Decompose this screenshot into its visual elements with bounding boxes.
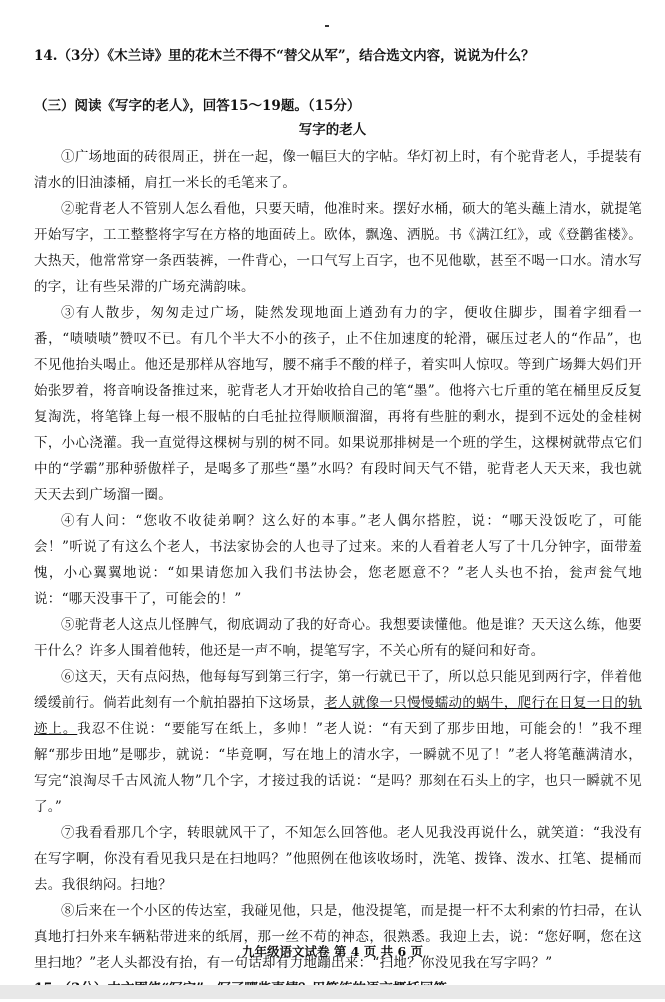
paragraph-6-start: ⑥这天，天有点闷热，他每每写到第三行字，第一行就已干了，所以总只能见到两行字，伴着他缓缓前行。倘若此刻有一个航拍器拍下这场景， xyxy=(34,669,642,711)
paragraph-4: ④有人问：“您收不收徒弟啊？这么好的本事。”老人偶尔搭腔，说：“哪天没饭吃了，可能会！”听说了有这么个老人，书法家协会的人也寻了过来。来的人看着老人写了十几分钟字，面带羞愧，小心翼翼地说：“如果请您加入我们书法协会，您老愿意不？”老人头也不抬，瓮声瓮气地说：“哪天没事干了，可能会的！” xyxy=(34,513,642,607)
section-3-heading: （三）阅读《写字的老人》，回答15～19题。（15分） xyxy=(34,98,361,114)
paragraph-5: ⑤驼背老人这点儿怪脾气，彻底调动了我的好奇心。我想要读懂他。他是谁？天天这么练，他要干什么？许多人围着他转，他还是一声不响，提笔写字，不关心所有的疑问和好奇。 xyxy=(34,617,642,659)
paragraph-1: ①广场地面的砖很周正，拼在一起，像一幅巨大的字帖。华灯初上时，有个驼背老人，手提装有清水的旧油漆桶，肩扛一米长的毛笔来了。 xyxy=(34,149,642,191)
scan-bottom-edge xyxy=(0,985,665,999)
paragraph-6 xyxy=(34,664,642,820)
article-title: 写字的老人 xyxy=(298,122,367,138)
paragraph-2: ②驼背老人不管别人怎么看他，只要天晴，他准时来。摆好水桶，硕大的笔头蘸上清水，就提笔开始写字，工工整整将字写在方格的地面砖上。欧体，飘逸、洒脱。书《满江红》，或《登鹳雀楼》。大热天，他常常穿一条西装裤，一件背心，一口气写上百字，也不见他歇，甚至不喝一口水。清水写的字，让有些呆滞的广场充满韵味。 xyxy=(34,201,642,295)
underlined-sentence: 老人就像一只慢慢蠕动的蜗牛，爬行在日复一日的轨迹上。 xyxy=(34,695,642,737)
paragraph-8: ⑧后来在一个小区的传达室，我碰见他，只是，他没提笔，而是提一杆不太利索的竹扫帚，在认真地打扫外来车辆粘带进来的纸屑，那一丝不苟的神态，很熟悉。我迎上去，说：“您好啊，您在这里扫地？”老人头都没有抬，有一句话却有力地蹦出来：“扫地？你没见我在写字吗？” xyxy=(34,903,642,971)
paragraph-7: ⑦我看看那几个字，转眼就风干了，不知怎么回答他。老人见我没再说什么，就笑道：“我没有在写字啊，你没有看见我只是在扫地吗？”他照例在他该收场时，洗笔、拨锋、泼水、扛笔、提桶而去。我很纳闷。扫地？ xyxy=(34,825,642,893)
page-footer: 九年级语文试卷 第 4 页 共 6 页 xyxy=(241,944,423,959)
question-14: 14.（3分）《木兰诗》里的花木兰不得不“替父从军”，结合选文内容，说说为什么？ xyxy=(34,48,535,64)
paragraph-6-rest: 我忍不住说：“要能写在纸上，多帅！”老人说：“有天到了那步田地，可能会的！”我不理解“那步田地”是哪步，就说：“毕竟啊，写在地上的清水字，一瞬就不见了！”老人将笔蘸满清水，写完“浪淘尽千古风流人物”几个字，才接过我的话说：“是吗？那刻在石头上的字，也只一瞬就不见了。” xyxy=(34,721,642,815)
scan-speck xyxy=(325,25,329,27)
paragraph-3: ③有人散步，匆匆走过广场，陡然发现地面上遒劲有力的字，便收住脚步，围着字细看一番，“啧啧啧”赞叹不已。有几个半大不小的孩子，止不住加速度的轮滑，碾压过老人的“作品”，也不见他抬头喝止。他还是那样从容地写，腰不痛手不酸的样子，着实叫人惊叹。等到广场舞大妈们开始张罗着，将音响设备推过来，驼背老人才开始收拾自己的笔“墨”。他将六七斤重的笔在桶里反反复复淘洗，将笔锋上每一根不服帖的白毛扯拉得顺顺溜溜，再将有些脏的剩水，提到不远处的金桂树下，小心浇灌。我一直觉得这棵树与别的树不同。如果说那排树是一个班的学生，这棵树就带点它们中的“学霸”那种骄傲样子，是喝多了那些“墨”水吗？有段时间天气不错，驼背老人天天来，我也就天天去到广场溜一圈。 xyxy=(34,305,642,503)
article-body xyxy=(34,144,642,1002)
